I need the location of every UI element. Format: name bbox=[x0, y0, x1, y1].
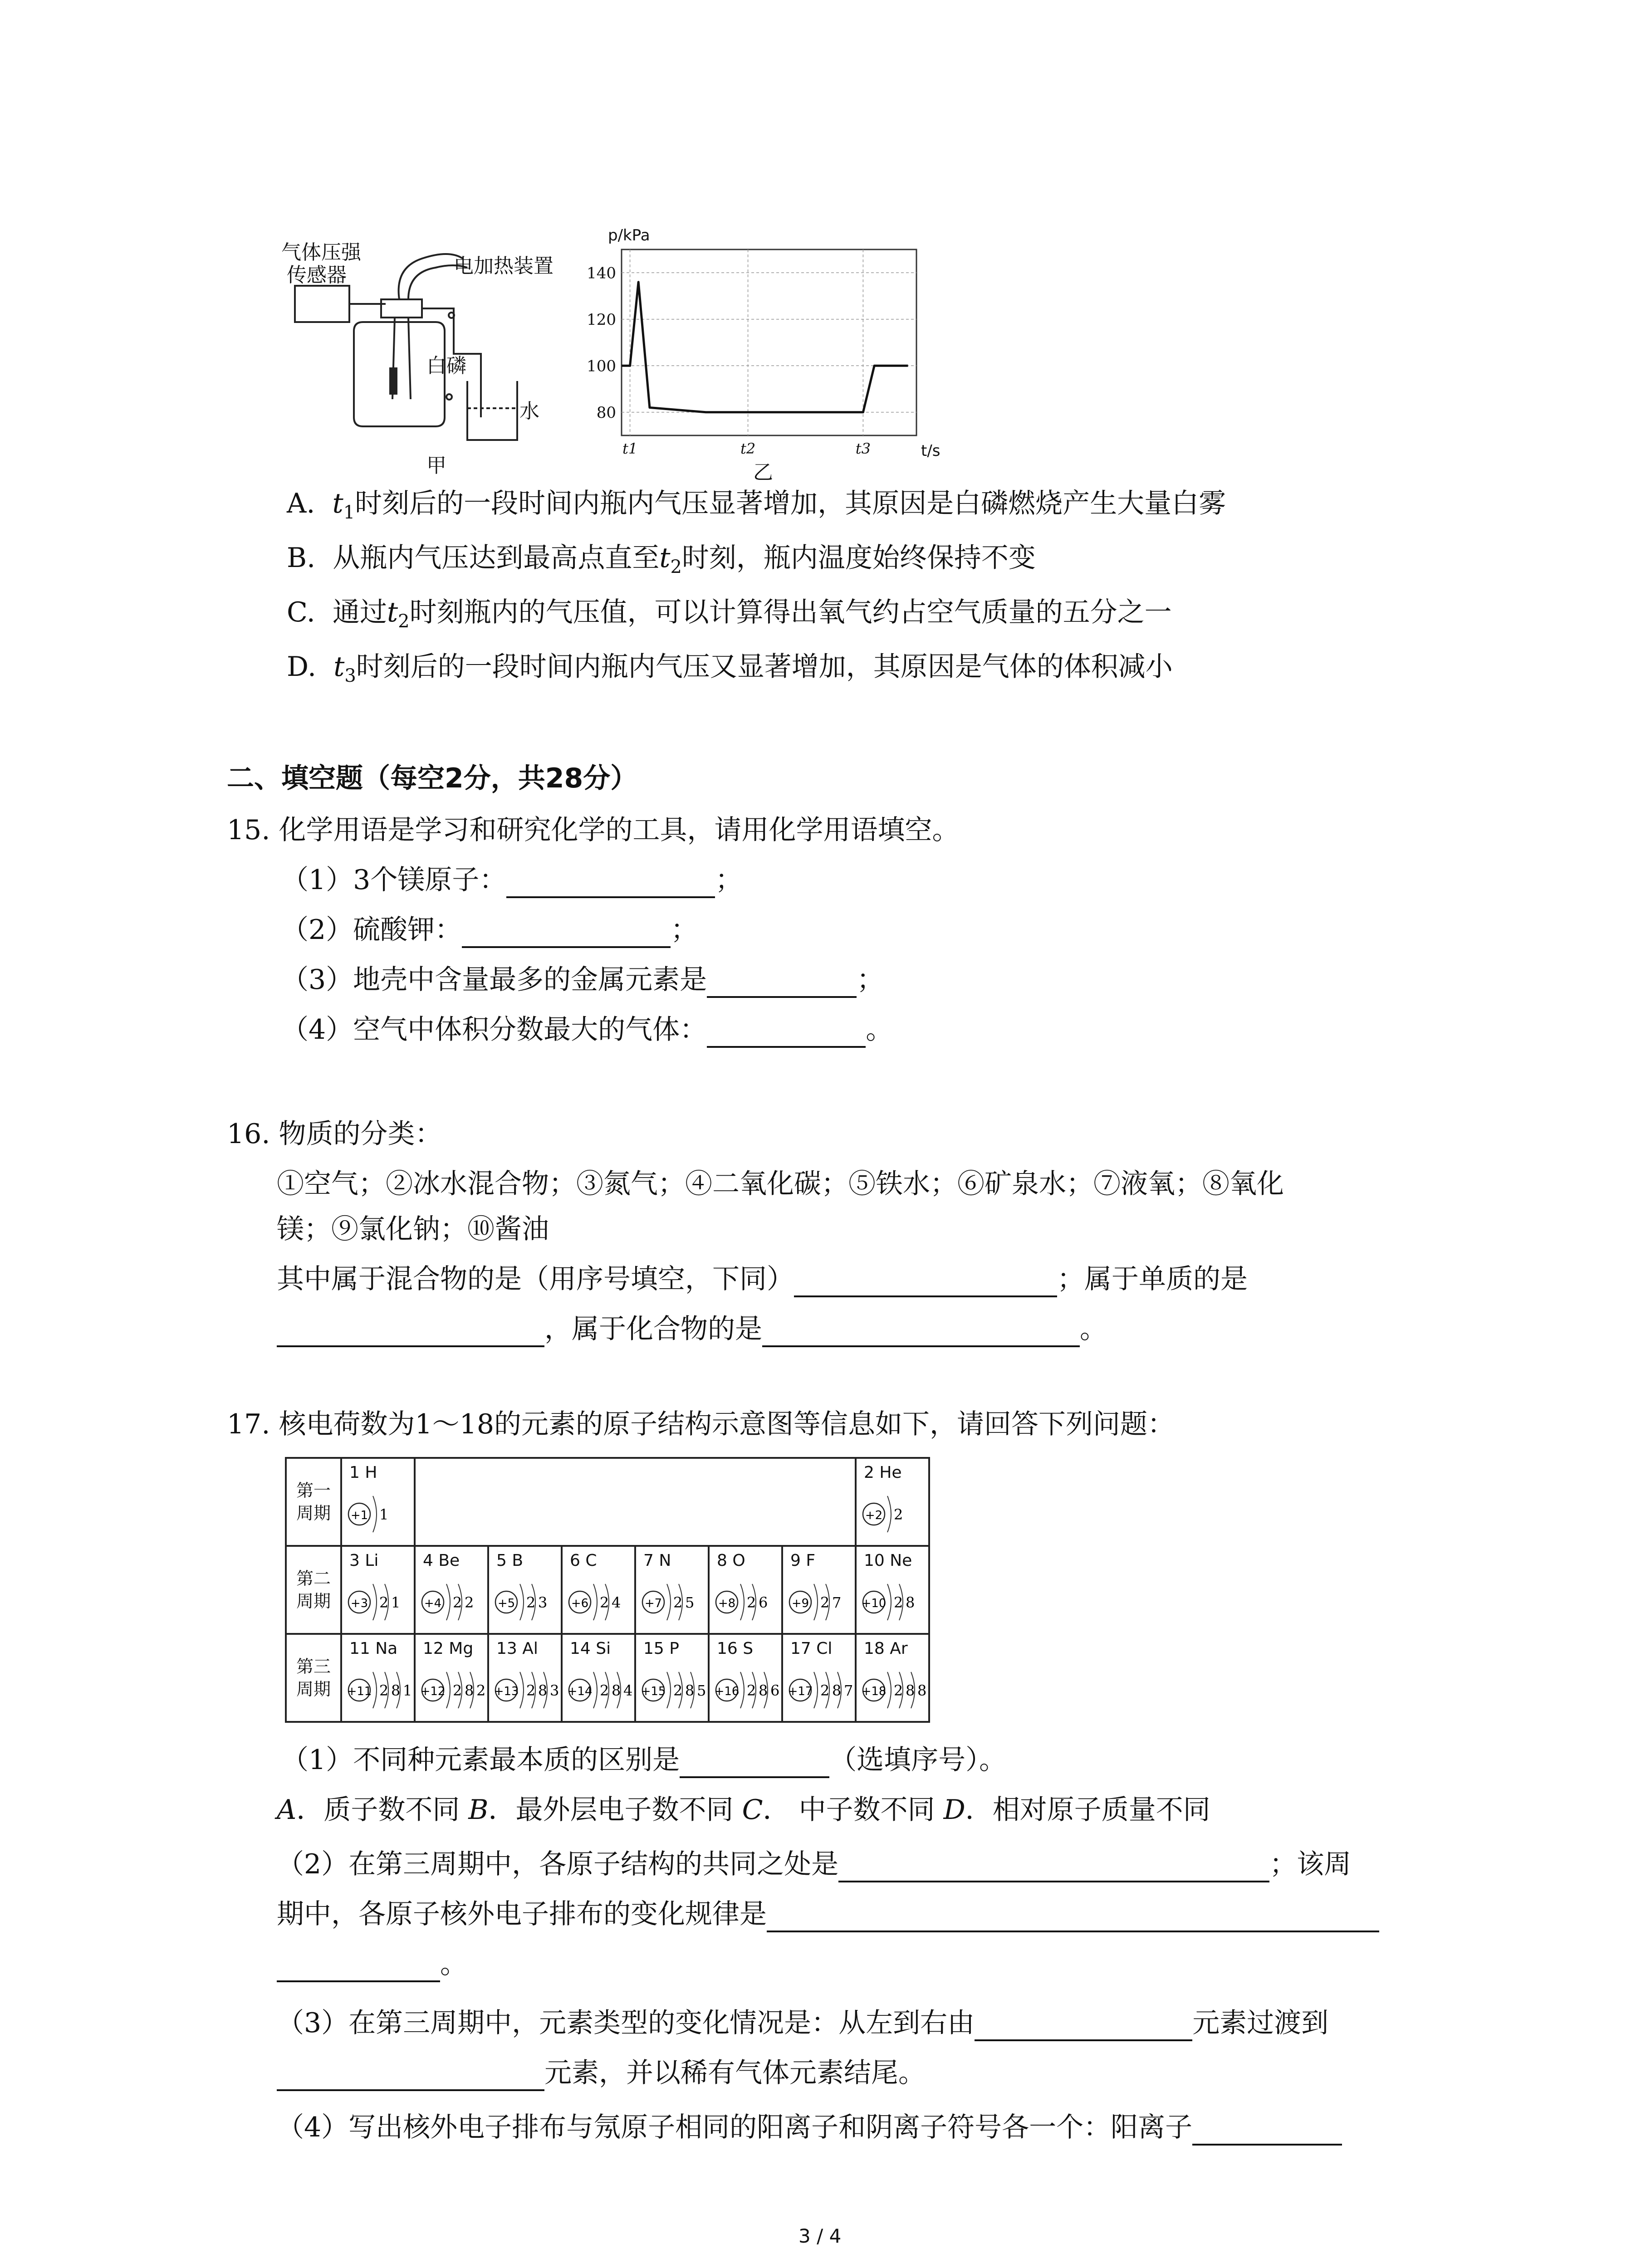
chart-caption: 乙 bbox=[753, 461, 773, 484]
shell-arc bbox=[373, 1672, 377, 1708]
chart-frame bbox=[622, 249, 916, 435]
atom-diagram bbox=[346, 1574, 414, 1628]
nucleus-charge: +5 bbox=[497, 1597, 515, 1610]
nucleus-charge: +7 bbox=[644, 1597, 662, 1610]
apparatus-caption: 甲 bbox=[426, 454, 446, 477]
element-cell-cl: 17 Cl +17 2 8 7 bbox=[782, 1634, 856, 1722]
shell-arc bbox=[373, 1584, 377, 1620]
shell-electron-count: 2 bbox=[673, 1682, 683, 1699]
element-cell-si: 14 Si +14 2 8 4 bbox=[562, 1634, 635, 1722]
shell-electron-count: 5 bbox=[685, 1594, 695, 1611]
shell-arc bbox=[887, 1584, 891, 1620]
answer-blank[interactable] bbox=[462, 921, 671, 948]
shell-electron-count: 3 bbox=[538, 1594, 548, 1611]
shell-electron-count: 2 bbox=[600, 1594, 609, 1611]
shell-electron-count: 2 bbox=[526, 1594, 536, 1611]
nucleus-charge: +4 bbox=[424, 1597, 442, 1610]
element-cell-be: 4 Be +4 2 2 bbox=[415, 1546, 488, 1634]
nucleus-charge: +12 bbox=[420, 1685, 446, 1698]
atom-diagram bbox=[566, 1662, 634, 1716]
sensor-label-1: 气体压强 bbox=[281, 241, 361, 264]
q14-option-c: C. 通过$t_2$时刻瓶内的气压值，可以计算得出氧气约占空气质量的五分之一 bbox=[287, 596, 1172, 632]
pressure-line bbox=[622, 282, 908, 412]
nucleus-charge: +16 bbox=[714, 1685, 740, 1698]
q14-option-d: D. $t_3$时刻后的一段时间内瓶内气压又显著增加，其原因是气体的体积减小 bbox=[287, 651, 1173, 686]
shell-arc bbox=[593, 1584, 597, 1620]
element-cell-na: 11 Na +11 2 8 1 bbox=[341, 1634, 415, 1722]
element-cell-b: 5 B +5 2 3 bbox=[488, 1546, 562, 1634]
atom-diagram bbox=[713, 1574, 781, 1628]
shell-arc bbox=[814, 1672, 818, 1708]
shell-arc bbox=[446, 1584, 450, 1620]
x-tick-label: t1 bbox=[622, 440, 638, 457]
element-cell-h: 1 H +1 1 bbox=[341, 1458, 415, 1546]
atom-diagram bbox=[787, 1574, 855, 1628]
answer-blank[interactable] bbox=[1192, 2118, 1342, 2146]
nucleus-charge: +17 bbox=[788, 1685, 813, 1698]
shell-electron-count: 1 bbox=[379, 1506, 389, 1523]
atom-diagram bbox=[713, 1662, 781, 1716]
q15-item-1: （1）3个镁原子： ； bbox=[281, 862, 742, 898]
shell-electron-count: 8 bbox=[759, 1682, 768, 1699]
element-cell-he: 2 He +2 2 bbox=[856, 1458, 929, 1546]
empty-cell bbox=[415, 1458, 856, 1546]
nucleus-charge: +8 bbox=[718, 1597, 736, 1610]
sensor-label-2: 传感器 bbox=[287, 264, 347, 287]
q17-part-2-line2: 期中，各原子核外电子排布的变化规律是 bbox=[277, 1896, 1379, 1932]
shell-electron-count: 2 bbox=[476, 1682, 486, 1699]
nucleus-charge: +11 bbox=[347, 1685, 372, 1698]
q15-item-3: （3）地壳中含量最多的金属元素是 ； bbox=[281, 962, 884, 998]
shell-electron-count: 2 bbox=[526, 1682, 536, 1699]
shell-electron-count: 1 bbox=[391, 1594, 401, 1611]
q16-list-line2: 镁；⑨氯化钠；⑩酱油 bbox=[277, 1213, 549, 1245]
shell-electron-count: 8 bbox=[538, 1682, 548, 1699]
x-tick-label: t2 bbox=[740, 440, 756, 457]
nucleus-charge: +10 bbox=[861, 1597, 887, 1610]
atom-diagram bbox=[346, 1486, 414, 1540]
shell-electron-count: 2 bbox=[820, 1682, 830, 1699]
shell-electron-count: 2 bbox=[453, 1682, 462, 1699]
shell-electron-count: 8 bbox=[612, 1682, 621, 1699]
shell-arc bbox=[593, 1672, 597, 1708]
shell-electron-count: 2 bbox=[379, 1594, 389, 1611]
element-cell-o: 8 O +8 2 6 bbox=[709, 1546, 782, 1634]
shell-electron-count: 2 bbox=[894, 1506, 903, 1523]
nucleus-charge: +18 bbox=[861, 1685, 887, 1698]
pressure-chart bbox=[567, 213, 944, 485]
atom-diagram bbox=[419, 1662, 487, 1716]
periodic-table bbox=[285, 1457, 930, 1723]
y-tick-label: 100 bbox=[587, 357, 616, 376]
shell-electron-count: 2 bbox=[820, 1594, 830, 1611]
answer-blank[interactable] bbox=[680, 1751, 829, 1778]
q17-part-3-line2: 元素，并以稀有气体元素结尾。 bbox=[277, 2055, 926, 2091]
atom-diagram bbox=[640, 1574, 708, 1628]
period-label: 第三 周期 bbox=[286, 1634, 341, 1722]
nucleus-charge: +6 bbox=[571, 1597, 589, 1610]
answer-blank[interactable] bbox=[277, 2064, 544, 2091]
element-cell-al: 13 Al +13 2 8 3 bbox=[488, 1634, 562, 1722]
element-cell-li: 3 Li +3 2 1 bbox=[341, 1546, 415, 1634]
element-cell-s: 16 S +16 2 8 6 bbox=[709, 1634, 782, 1722]
answer-blank[interactable] bbox=[506, 871, 715, 898]
answer-blank[interactable] bbox=[277, 1320, 544, 1347]
nucleus-charge: +14 bbox=[567, 1685, 593, 1698]
shell-electron-count: 2 bbox=[894, 1594, 903, 1611]
answer-blank[interactable] bbox=[277, 1955, 440, 1982]
element-cell-c: 6 C +6 2 4 bbox=[562, 1546, 635, 1634]
shell-electron-count: 8 bbox=[906, 1594, 915, 1611]
shell-electron-count: 3 bbox=[550, 1682, 559, 1699]
section-2-title: 二、填空题（每空2分，共28分） bbox=[227, 763, 638, 794]
atom-diagram bbox=[493, 1574, 561, 1628]
q15-item-2: （2）硫酸钾： ； bbox=[281, 912, 698, 948]
pressure-chart-svg bbox=[567, 213, 944, 485]
nucleus-charge: +9 bbox=[791, 1597, 809, 1610]
atom-diagram bbox=[860, 1486, 928, 1540]
shell-arc bbox=[520, 1584, 524, 1620]
shell-electron-count: 8 bbox=[832, 1682, 842, 1699]
phosphorus-label: 白磷 bbox=[426, 354, 466, 377]
shell-electron-count: 2 bbox=[379, 1682, 389, 1699]
shell-electron-count: 6 bbox=[770, 1682, 780, 1699]
shell-electron-count: 8 bbox=[906, 1682, 915, 1699]
atom-diagram bbox=[640, 1662, 708, 1716]
answer-blank[interactable] bbox=[794, 1270, 1057, 1297]
apparatus-figure bbox=[272, 218, 563, 481]
q16-list-line1: ①空气；②冰水混合物；③氮气；④二氧化碳；⑤铁水；⑥矿泉水；⑦液氧；⑧氧化 bbox=[277, 1168, 1284, 1200]
shell-electron-count: 4 bbox=[612, 1594, 621, 1611]
shell-electron-count: 4 bbox=[623, 1682, 633, 1699]
shell-electron-count: 1 bbox=[403, 1682, 412, 1699]
shell-arc bbox=[887, 1496, 891, 1532]
element-cell-f: 9 F +9 2 7 bbox=[782, 1546, 856, 1634]
answer-blank[interactable] bbox=[767, 1905, 1379, 1932]
q14-option-a: A. $t_1$时刻后的一段时间内瓶内气压显著增加，其原因是白磷燃烧产生大量白雾 bbox=[287, 488, 1226, 523]
answer-blank[interactable] bbox=[762, 1320, 1080, 1347]
page-number: 3 / 4 bbox=[798, 2225, 842, 2247]
atom-diagram bbox=[346, 1662, 414, 1716]
shell-electron-count: 5 bbox=[697, 1682, 706, 1699]
nucleus-charge: +15 bbox=[641, 1685, 666, 1698]
q17-part-3-line1: （3）在第三周期中，元素类型的变化情况是：从左到右由 元素过渡到 bbox=[277, 2005, 1328, 2041]
q17-part-1: （1）不同种元素最本质的区别是 （选填序号）。 bbox=[281, 1742, 1006, 1778]
period-label: 第二 周期 bbox=[286, 1546, 341, 1634]
nucleus-charge: +2 bbox=[865, 1509, 883, 1522]
atom-diagram bbox=[787, 1662, 855, 1716]
shell-electron-count: 7 bbox=[844, 1682, 853, 1699]
shell-arc bbox=[740, 1584, 744, 1620]
atom-diagram bbox=[860, 1662, 928, 1716]
atom-diagram bbox=[419, 1574, 487, 1628]
element-cell-mg: 12 Mg +12 2 8 2 bbox=[415, 1634, 488, 1722]
q17-part-1-options: A．质子数不同 B．最外层电子数不同 C． 中子数不同 D．相对原子质量不同 bbox=[277, 1794, 1210, 1826]
shell-electron-count: 2 bbox=[747, 1594, 756, 1611]
heater-label: 电加热装置 bbox=[454, 254, 554, 278]
shell-arc bbox=[740, 1672, 744, 1708]
shell-electron-count: 8 bbox=[391, 1682, 401, 1699]
element-cell-n: 7 N +7 2 5 bbox=[635, 1546, 709, 1634]
answer-blank[interactable] bbox=[975, 2014, 1192, 2041]
shell-arc bbox=[373, 1496, 377, 1532]
x-axis-label: t/s bbox=[921, 442, 941, 460]
shell-arc bbox=[520, 1672, 524, 1708]
element-cell-ne: 10 Ne +10 2 8 bbox=[856, 1546, 929, 1634]
y-axis-label: p/kPa bbox=[608, 226, 650, 244]
period-label: 第一 周期 bbox=[286, 1458, 341, 1546]
shell-electron-count: 2 bbox=[747, 1682, 756, 1699]
q15-item-4: （4）空气中体积分数最大的气体： 。 bbox=[281, 1012, 893, 1048]
shell-arc bbox=[887, 1672, 891, 1708]
y-tick-label: 120 bbox=[587, 310, 616, 329]
shell-arc bbox=[446, 1672, 450, 1708]
element-cell-p: 15 P +15 2 8 5 bbox=[635, 1634, 709, 1722]
q15-stem: 15. 化学用语是学习和研究化学的工具，请用化学用语填空。 bbox=[227, 814, 960, 846]
shell-arc bbox=[667, 1584, 671, 1620]
shell-electron-count: 2 bbox=[600, 1682, 609, 1699]
atom-diagram bbox=[566, 1574, 634, 1628]
shell-arc bbox=[667, 1672, 671, 1708]
q17-stem: 17. 核电荷数为1～18的元素的原子结构示意图等信息如下，请回答下列问题： bbox=[227, 1408, 1175, 1440]
q17-part-2-line1: （2）在第三周期中，各原子结构的共同之处是 ；该周 bbox=[277, 1846, 1351, 1882]
shell-electron-count: 8 bbox=[685, 1682, 695, 1699]
shell-electron-count: 6 bbox=[759, 1594, 768, 1611]
shell-electron-count: 2 bbox=[453, 1594, 462, 1611]
answer-blank[interactable] bbox=[707, 971, 857, 998]
y-tick-label: 80 bbox=[596, 403, 616, 422]
x-tick-label: t3 bbox=[855, 440, 871, 457]
q17-part-4: （4）写出核外电子排布与氖原子相同的阳离子和阴离子符号各一个：阳离子 bbox=[277, 2109, 1342, 2146]
shell-electron-count: 2 bbox=[465, 1594, 474, 1611]
nucleus-charge: +1 bbox=[350, 1509, 368, 1522]
atom-diagram bbox=[493, 1662, 561, 1716]
q17-part-2-line3: 。 bbox=[277, 1946, 467, 1982]
answer-blank[interactable] bbox=[838, 1855, 1269, 1882]
shell-electron-count: 2 bbox=[894, 1682, 903, 1699]
shell-electron-count: 8 bbox=[465, 1682, 474, 1699]
water-label: 水 bbox=[519, 400, 539, 423]
q14-option-b: B. 从瓶内气压达到最高点直至$t_2$时刻，瓶内温度始终保持不变 bbox=[287, 542, 1036, 577]
q16-stem: 16. 物质的分类： bbox=[227, 1118, 442, 1150]
q16-line4: ，属于化合物的是 。 bbox=[277, 1311, 1107, 1347]
nucleus-charge: +3 bbox=[350, 1597, 368, 1610]
element-cell-ar: 18 Ar +18 2 8 8 bbox=[856, 1634, 929, 1722]
atom-diagram bbox=[860, 1574, 928, 1628]
shell-electron-count: 7 bbox=[832, 1594, 842, 1611]
shell-arc bbox=[814, 1584, 818, 1620]
shell-electron-count: 2 bbox=[673, 1594, 683, 1611]
q16-line3: 其中属于混合物的是（用序号填空，下同） ；属于单质的是 bbox=[277, 1261, 1248, 1297]
shell-electron-count: 8 bbox=[917, 1682, 927, 1699]
answer-blank[interactable] bbox=[707, 1021, 866, 1048]
y-tick-label: 140 bbox=[587, 264, 616, 283]
nucleus-charge: +13 bbox=[494, 1685, 519, 1698]
